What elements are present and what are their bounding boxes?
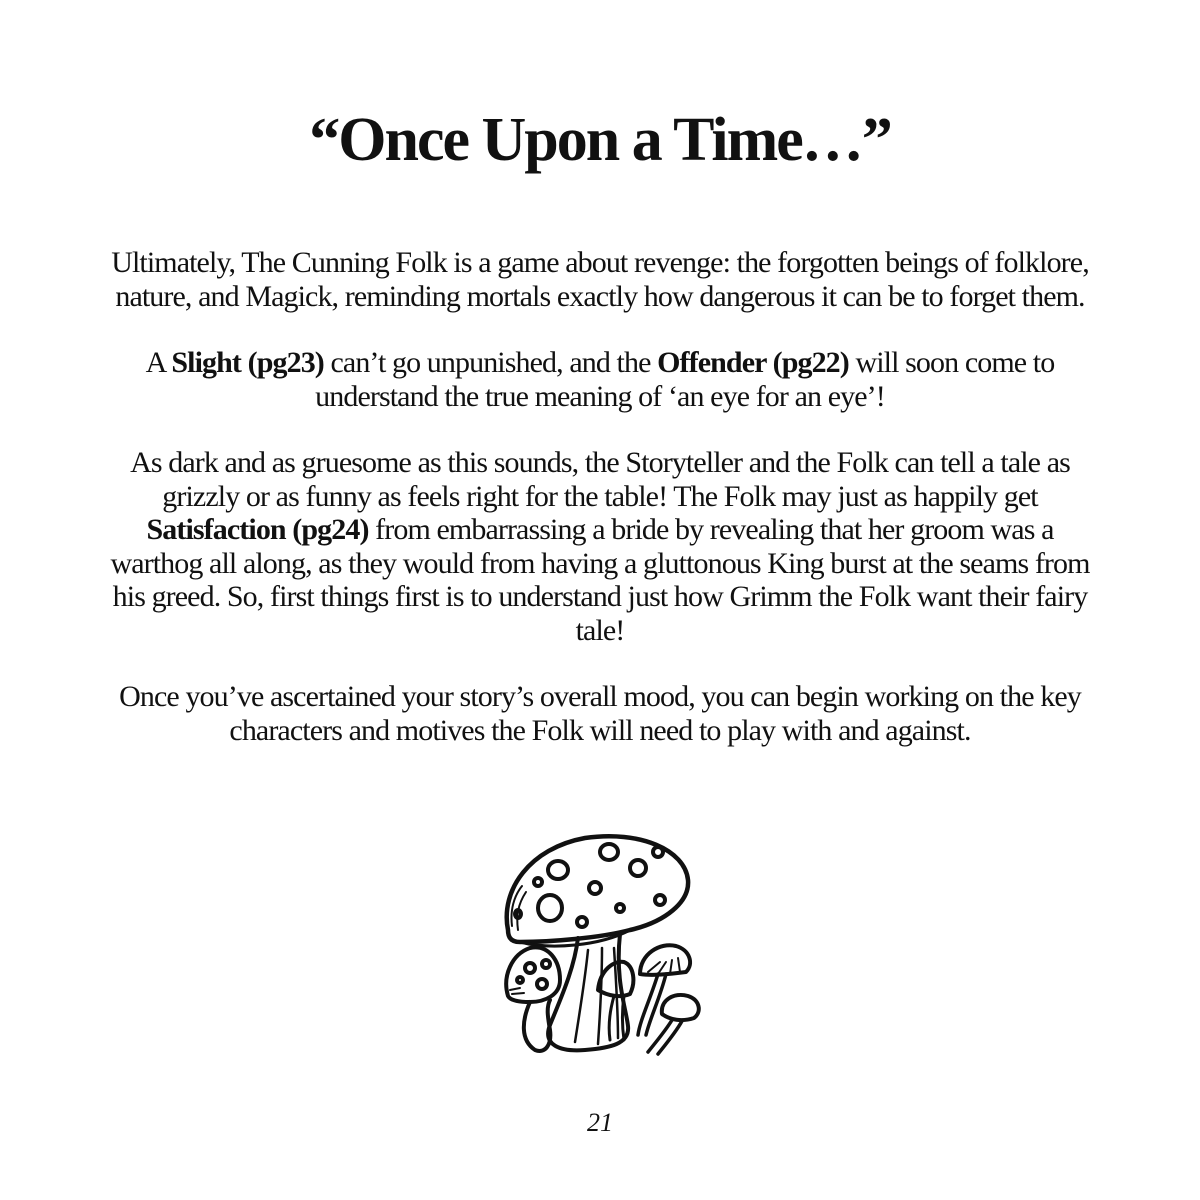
- paragraph-tone: [100, 446, 1100, 647]
- paragraph-text: Once you’ve ascertained your story’s overall mood, you can begin working on the key characters and motives the Folk will need to play with and against.: [119, 680, 1081, 747]
- mushroom-cluster-icon: [490, 830, 705, 1060]
- paragraph-intro: [100, 246, 1100, 313]
- offender-reference: Offender (pg22): [657, 346, 849, 379]
- slight-reference: Slight (pg23): [171, 346, 324, 379]
- page-title: “Once Upon a Time…”: [309, 106, 891, 174]
- satisfaction-reference: Satisfaction (pg24): [146, 513, 369, 546]
- body-text: [100, 246, 1100, 780]
- paragraph-text: Ultimately, The Cunning Folk is a game about revenge: the forgotten beings of folklore, nature, and Magick, reminding mortals exactly how dangerous it can be to forget them.: [111, 246, 1089, 313]
- paragraph-mood: [100, 680, 1100, 747]
- paragraph-text: from embarrassing a bride by revealing that her groom was a warthog all along, as they would from having a gluttonous King burst at the seams from his greed. So, first things first is to understand just how Grimm the Folk want their fairy tale!: [110, 513, 1090, 647]
- page-number: 21: [587, 1108, 613, 1137]
- paragraph-text: will soon come to understand the true meaning of ‘an eye for an eye’!: [315, 346, 1055, 413]
- paragraph-text: As dark and as gruesome as this sounds, the Storyteller and the Folk can tell a tale as grizzly or as funny as feels right for the table! The Folk may just as happily get: [130, 446, 1070, 513]
- paragraph-slight: [100, 346, 1100, 413]
- paragraph-text: A: [145, 346, 172, 379]
- paragraph-text: can’t go unpunished, and the: [323, 346, 658, 379]
